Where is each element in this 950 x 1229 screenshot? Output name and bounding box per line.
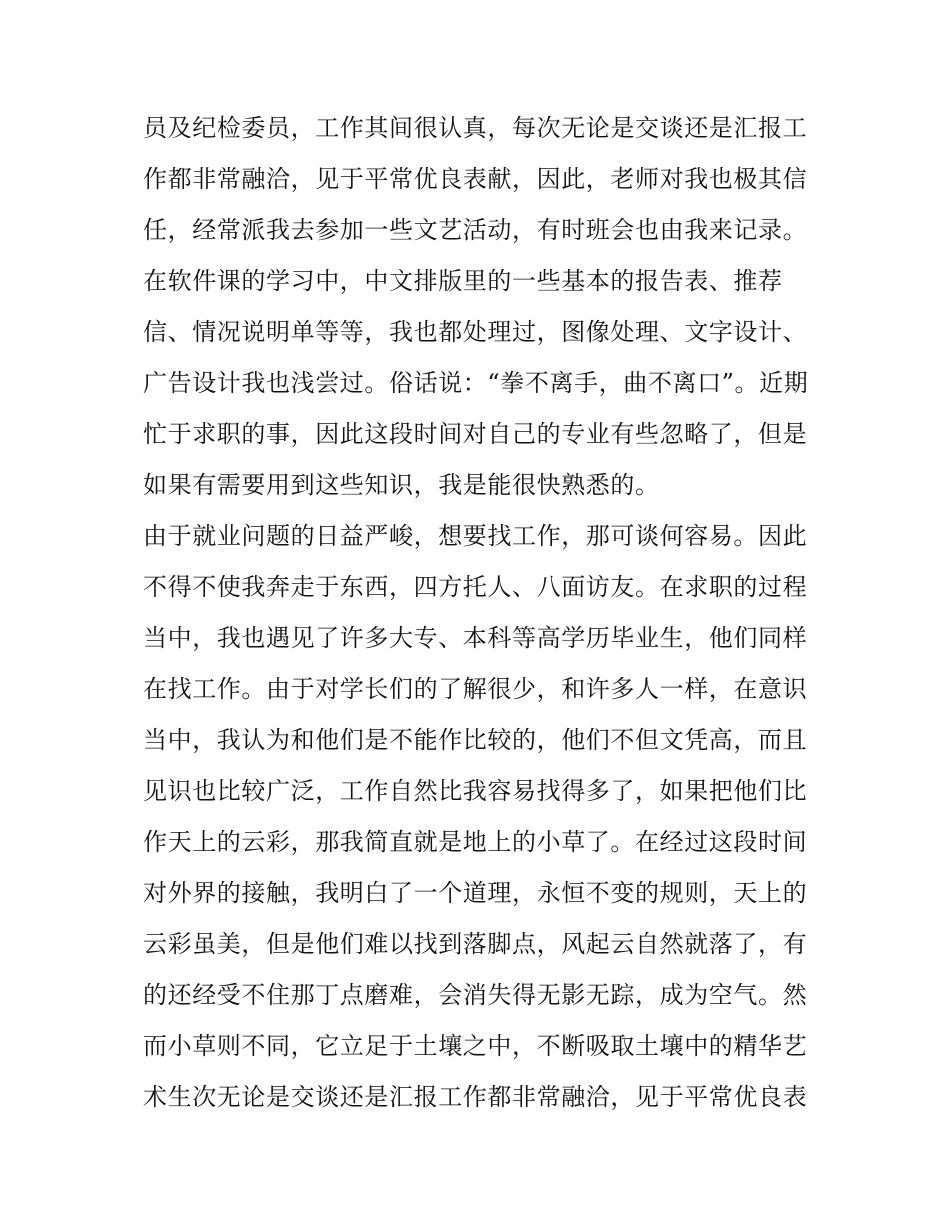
text-line: 术生次无论是交谈还是汇报工作都非常融洽，见于平常优良表 <box>143 1083 808 1111</box>
text-line: 见识也比较广泛，工作自然比我容易找得多了，如果把他们比 <box>143 777 808 805</box>
text-line: 对外界的接触，我明白了一个道理，永恒不变的规则，天上的 <box>143 879 808 907</box>
text-line: 当中，我认为和他们是不能作比较的，他们不但文凭高，而且 <box>143 726 808 754</box>
text-line: 不得不使我奔走于东西，四方托人、八面访友。在求职的过程 <box>143 573 808 601</box>
text-line: 作都非常融洽，见于平常优良表献，因此，老师对我也极其信 <box>143 165 808 193</box>
text-line: 如果有需要用到这些知识，我是能很快熟悉的。 <box>143 471 660 499</box>
text-line: 在找工作。由于对学长们的了解很少，和许多人一样，在意识 <box>143 675 808 703</box>
text-line: 而小草则不同，它立足于土壤之中，不断吸取土壤中的精华艺 <box>143 1032 808 1060</box>
text-line: 云彩虽美，但是他们难以找到落脚点，风起云自然就落了，有 <box>143 930 808 958</box>
text-line: 员及纪检委员，工作其间很认真，每次无论是交谈还是汇报工 <box>143 114 808 142</box>
text-line: 在软件课的学习中，中文排版里的一些基本的报告表、推荐 <box>143 267 783 295</box>
text-line: 信、情况说明单等等，我也都处理过，图像处理、文字设计、 <box>143 318 808 346</box>
text-line: 任，经常派我去参加一些文艺活动，有时班会也由我来记录。 <box>143 216 808 244</box>
text-line: 作天上的云彩，那我简直就是地上的小草了。在经过这段时间 <box>143 828 808 856</box>
body-text <box>143 103 823 1123</box>
text-line: 忙于求职的事，因此这段时间对自己的专业有些忽略了，但是 <box>143 420 808 448</box>
text-line: 由于就业问题的日益严峻，想要找工作，那可谈何容易。因此 <box>143 522 808 550</box>
text-line: 广告设计我也浅尝过。俗话说：“拳不离手，曲不离口”。近期 <box>143 369 809 397</box>
text-line: 的还经受不住那丁点磨难，会消失得无影无踪，成为空气。然 <box>143 981 808 1009</box>
text-line: 当中，我也遇见了许多大专、本科等高学历毕业生，他们同样 <box>143 624 808 652</box>
